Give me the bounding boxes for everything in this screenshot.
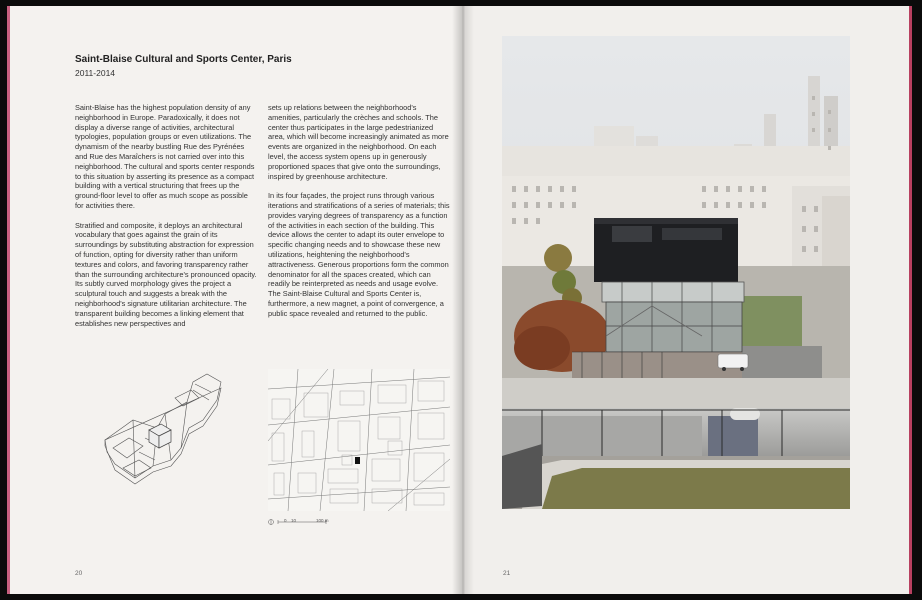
right-page xyxy=(462,6,912,594)
scale-label: 100 m xyxy=(316,518,329,523)
paragraph: sets up relations between the neighborhood's amenities, particularly the crèches and schools. The center thus participates in the large pedestrianized area, which will become increasingly animated as more events are organized in the neighborhood. On each level, the access system opens up in generously proportioned spaces that give onto the surroundings, inspired by greenhouse architecture. xyxy=(268,103,449,181)
axonometric-drawing xyxy=(95,368,230,508)
page-number-right: 21 xyxy=(503,570,511,577)
book-gutter xyxy=(452,6,474,594)
paragraph: In its four façades, the project runs through various iterations and stratifications of a series of materials; this provides varying degrees of transparency as a function of the activities in each section of the building. This device allows the center to adapt its outer envelope to specific changing needs and to showcase these new utilizations, heightening the neighborhood's attractiveness. Generous proportions form the common denominator for all the spaces created, which can readily be reinterpreted as needs and usage evolve. The Saint-Blaise Cultural and Sports Center is, furthermore, a new magnet, a point of convergence, a public space revealed and returned to the public. xyxy=(268,191,450,318)
page-number-left: 20 xyxy=(75,570,83,577)
paragraph: Stratified and composite, it deploys an architectural vocabulary that goes against the grain of its surroundings by substituting abstraction for expression of function, opting for diversity rather than uniform textures and colors, and favoring transparency rather than the surrounding architecture's pronounced opacity. Its subtly curved morphology gives the project a sculptural touch and suggests a break with the neighborhood's signature utilitarian architecture. The transparent building becomes a linking element that establishes new perspectives and xyxy=(75,220,257,328)
text-column-2 xyxy=(268,103,450,328)
site-plan-map xyxy=(268,369,450,511)
building-photograph xyxy=(502,36,850,509)
scale-label: 0 xyxy=(284,518,287,523)
scale-label: 10 xyxy=(291,518,297,523)
paragraph: Saint-Blaise has the highest population density of any neighborhood in Europe. Paradoxically, it does not display a diverse range of activities, architectural typologies, population groups or even utilizations. The dynamism of the nearby bustling Rue des Pyrénées and Rue des Maraîchers is not carried over into this neighborhood. The cultural and sports center responds to this situation by asserting its presence as a compact building with a vertical structuring that frees up the ground-floor level to offer as much scope as possible for activities there. xyxy=(75,103,255,210)
page-title: Saint-Blaise Cultural and Sports Center, Paris xyxy=(75,54,292,65)
left-page xyxy=(7,6,462,594)
project-years: 2011-2014 xyxy=(75,68,116,78)
text-column-1 xyxy=(75,103,257,338)
